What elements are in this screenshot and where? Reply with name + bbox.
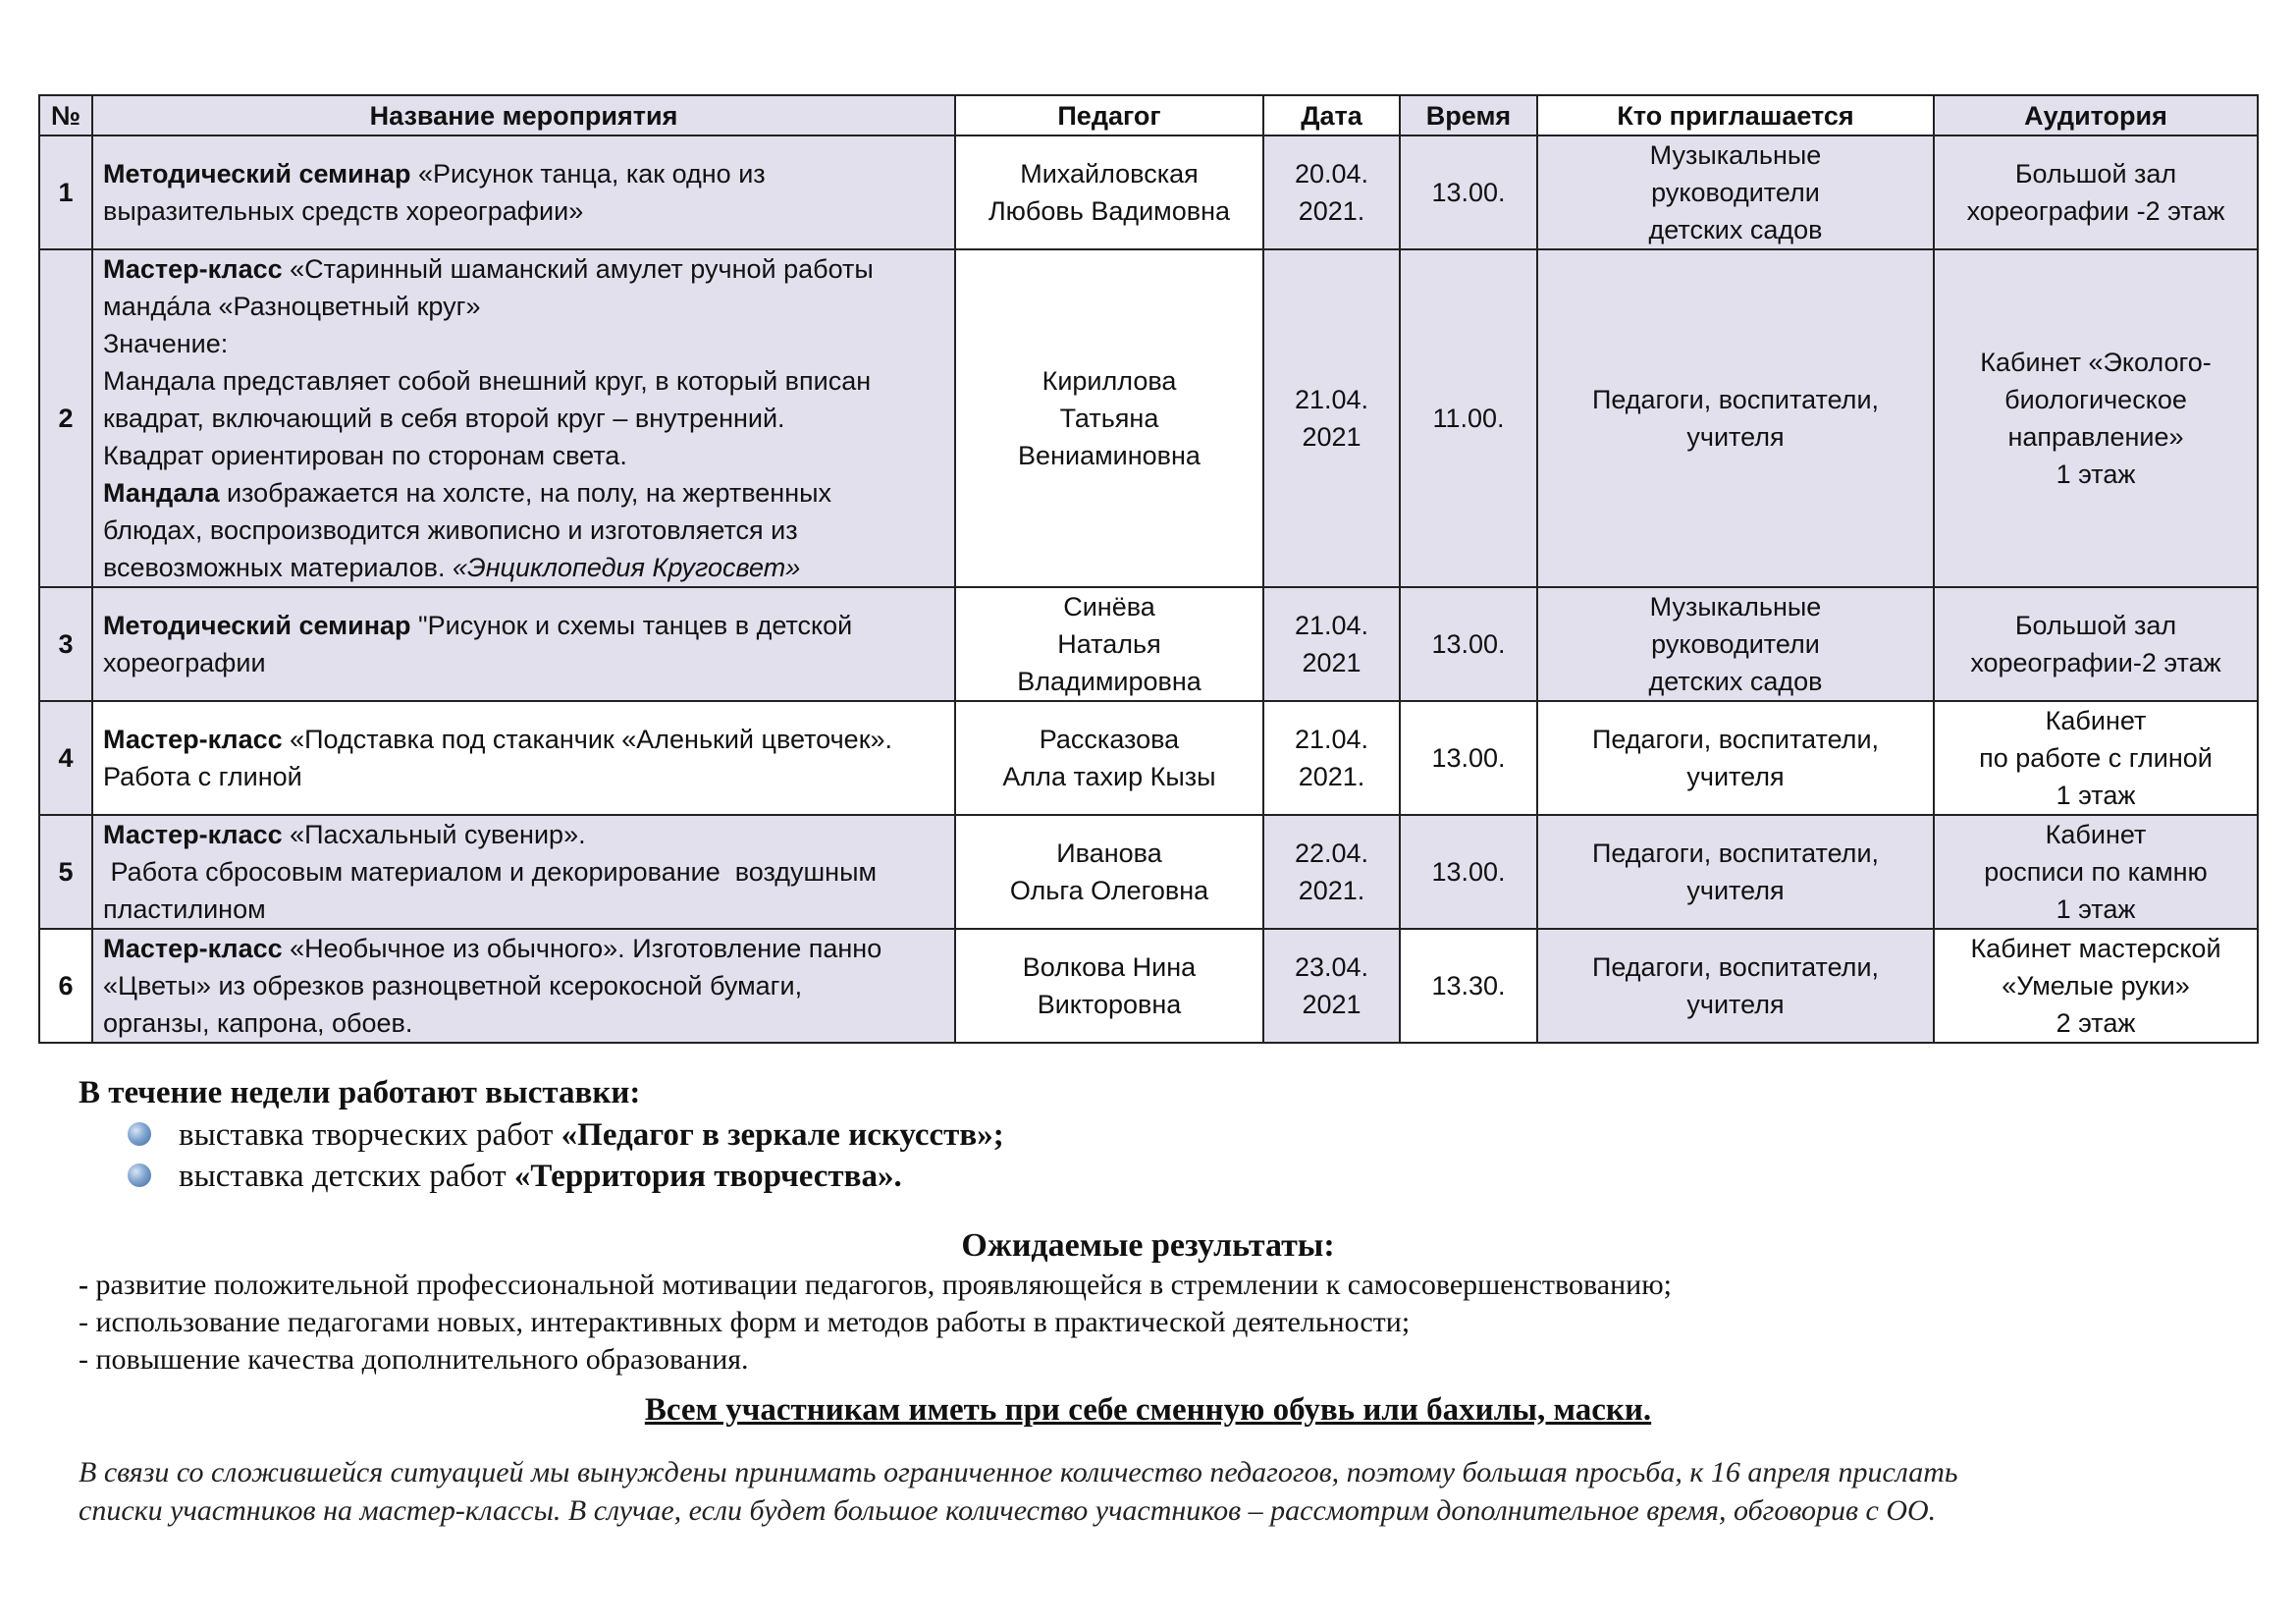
teacher-line: Кириллова [1041,366,1177,396]
event-name-line: мандáла «Разноцветный круг» [103,292,481,321]
date-line: 2021 [1302,422,1362,452]
result-text: развитие положительной профессиональной мотивации педагогов, проявляющейся в стремлении к самосовершенствованию; [88,1269,1672,1301]
event-title: «Пасхальный сувенир». [282,820,586,849]
room-cell [1934,135,2258,249]
bullet-icon [128,1163,151,1187]
event-name-cell [92,701,955,815]
room-line: Кабинет «Эколого- [1980,348,2212,377]
exhibition-name: «Территория творчества». [513,1159,902,1194]
event-description: изображается на холсте, на полу, на жертвенных [219,478,832,508]
event-type: Мастер-класс [103,254,283,284]
room-line: Большой зал [2014,159,2177,189]
table-row [39,815,2258,929]
event-name-line: Работа с глиной [103,762,302,791]
teacher-line: Иванова [1056,839,1162,868]
invited-line: учителя [1686,762,1785,791]
event-type: Мастер-класс [103,934,283,963]
row-number: 4 [39,701,92,815]
event-name-cell [92,135,955,249]
teacher-line: Любовь Вадимовна [988,196,1231,226]
date-line: 20.04. [1294,159,1369,189]
header-num: № [39,95,92,135]
header-teacher: Педагог [955,95,1263,135]
date-line: 2021 [1302,990,1362,1019]
room-line: 1 этаж [2056,894,2136,924]
room-cell [1934,929,2258,1043]
row-number: 5 [39,815,92,929]
schedule-table [38,94,2259,1044]
results-title: Ожидаемые результаты: [961,1227,1335,1264]
room-cell [1934,249,2258,587]
invited-line: Педагоги, воспитатели, [1591,952,1880,982]
event-name-cell [92,249,955,587]
teacher-cell [955,815,1263,929]
room-line: 2 этаж [2056,1008,2136,1038]
table-header-row [39,95,2258,135]
invited-line: детских садов [1648,215,1823,244]
event-title: «Старинный шаманский амулет ручной работы [282,254,874,284]
teacher-line: Татьяна [1059,404,1159,433]
event-name-cell [92,587,955,701]
row-number: 3 [39,587,92,701]
date-cell [1263,587,1400,701]
footnote [79,1453,2238,1530]
invited-line: Педагоги, воспитатели, [1591,385,1880,414]
event-name-line [103,155,944,192]
table-row [39,701,2258,815]
event-name-line: Работа сбросовым материалом и декорирование воздушным [103,857,878,887]
room-line: хореографии-2 этаж [1970,648,2221,677]
event-title: «Рисунок танца, как одно из [410,159,766,189]
event-name-line [103,474,944,512]
row-number: 2 [39,249,92,587]
event-name-line: квадрат, включающий в себя второй круг – внутренний. [103,404,785,433]
event-name-line: Мандала представляет собой внешний круг, в который вписан [103,366,872,396]
result-line [79,1304,1672,1341]
invited-cell [1537,701,1934,815]
time-cell: 13.00. [1400,701,1537,815]
time-cell: 13.00. [1400,135,1537,249]
result-line [79,1341,1672,1379]
event-name-line: выразительных средств хореографии» [103,196,584,226]
footnote-line: списки участников на мастер-классы. В случае, если будет большое количество участников – рассмотрим дополнительное время, обговорив с ОО. [79,1494,1937,1527]
event-name-line [103,607,944,644]
header-room: Аудитория [1934,95,2258,135]
time-cell: 13.00. [1400,587,1537,701]
invited-line: учителя [1686,990,1785,1019]
date-cell [1263,701,1400,815]
invited-cell [1537,587,1934,701]
date-line: 21.04. [1294,725,1369,754]
teacher-line: Волкова Нина [1022,952,1197,982]
event-name-line: хореографии [103,648,266,677]
event-name-cell [92,929,955,1043]
event-name-line [103,930,944,967]
invited-line: руководители [1651,178,1820,207]
teacher-cell [955,135,1263,249]
room-line: Большой зал [2014,611,2177,640]
date-line: 22.04. [1294,839,1369,868]
date-line: 2021. [1298,196,1365,226]
event-type: Методический семинар [103,159,411,189]
event-name-line: пластилином [103,894,266,924]
header-date: Дата [1263,95,1400,135]
event-title: «Подставка под стаканчик «Аленький цветочек». [282,725,893,754]
invited-line: учителя [1686,422,1785,452]
room-line: по работе с глиной [1979,743,2213,773]
event-term: Мандала [103,478,220,508]
room-line: хореографии -2 этаж [1966,196,2225,226]
event-name-line [103,250,944,288]
table-row [39,135,2258,249]
result-text: - повышение качества дополнительного образования. [79,1343,749,1376]
participants-notice: Всем участникам иметь при себе сменную обувь или бахилы, маски. [644,1392,1652,1428]
table-row [39,587,2258,701]
results-list [79,1267,1672,1379]
date-line: 21.04. [1294,611,1369,640]
event-name-line: Квадрат ориентирован по сторонам света. [103,441,627,470]
table-row [39,929,2258,1043]
result-dash: - [79,1269,88,1301]
time-cell: 13.00. [1400,815,1537,929]
footnote-line: В связи со сложившейся ситуацией мы вынуждены принимать ограниченное количество педагогов, поэтому большая просьба, к 16 апреля прислать [79,1456,1958,1488]
teacher-line: Викторовна [1037,990,1182,1019]
invited-line: Педагоги, воспитатели, [1591,725,1880,754]
header-time: Время [1400,95,1537,135]
room-line: росписи по камню [1984,857,2208,887]
invited-cell [1537,815,1934,929]
event-name-line: Значение: [103,329,229,358]
event-name-line: «Цветы» из обрезков разноцветной ксерокосной бумаги, [103,971,803,1001]
invited-line: руководители [1651,629,1820,659]
room-line: 1 этаж [2056,781,2136,810]
event-description: всевозможных материалов. [103,553,453,582]
teacher-cell [955,701,1263,815]
date-line: 2021 [1302,648,1362,677]
exhibition-text: выставка детских работ [179,1159,514,1194]
invited-line: Музыкальные [1649,592,1822,622]
header-event-name: Название мероприятия [92,95,955,135]
invited-line: Педагоги, воспитатели, [1591,839,1880,868]
event-title: "Рисунок и схемы танцев в детской [410,611,853,640]
date-cell [1263,929,1400,1043]
time-cell: 11.00. [1400,249,1537,587]
invited-cell [1537,249,1934,587]
room-line: направление» [2007,422,2184,452]
invited-line: детских садов [1648,667,1823,696]
list-item [128,1114,1004,1156]
date-line: 2021. [1298,762,1365,791]
event-title: «Необычное из обычного». Изготовление панно [282,934,882,963]
room-cell [1934,815,2258,929]
date-line: 21.04. [1294,385,1369,414]
invited-cell [1537,135,1934,249]
event-name-line: органзы, капрона, обоев. [103,1008,413,1038]
event-source: «Энциклопедия Кругосвет» [452,553,801,582]
invited-line: учителя [1686,876,1785,905]
row-number: 1 [39,135,92,249]
room-line: Кабинет мастерской [1970,934,2221,963]
invited-cell [1537,929,1934,1043]
room-line: Кабинет [2045,706,2147,735]
teacher-line: Владимировна [1017,667,1201,696]
date-cell [1263,135,1400,249]
room-line: Кабинет [2045,820,2147,849]
teacher-cell [955,929,1263,1043]
header-invited: Кто приглашается [1537,95,1934,135]
room-cell [1934,701,2258,815]
teacher-line: Алла тахир Кызы [1002,762,1216,791]
event-name-cell [92,815,955,929]
result-line [79,1267,1672,1304]
date-line: 2021. [1298,876,1365,905]
room-cell [1934,587,2258,701]
invited-line: Музыкальные [1649,140,1822,170]
event-name-line [103,549,944,586]
event-type: Мастер-класс [103,820,283,849]
event-type: Методический семинар [103,611,411,640]
room-line: 1 этаж [2056,460,2136,489]
result-text: - использование педагогами новых, интерактивных форм и методов работы в практической деятельности; [79,1306,1411,1338]
date-cell [1263,249,1400,587]
row-number: 6 [39,929,92,1043]
room-line: биологическое [2004,385,2187,414]
table-row [39,249,2258,587]
teacher-line: Синёва [1063,592,1155,622]
teacher-line: Наталья [1057,629,1161,659]
teacher-line: Вениаминовна [1018,441,1201,470]
bullet-icon [128,1122,151,1146]
event-name-line [103,816,944,853]
event-name-line [103,721,944,758]
exhibition-name: «Педагог в зеркале искусств»; [561,1117,1004,1153]
room-line: «Умелые руки» [2002,971,2190,1001]
list-item [128,1156,1004,1197]
event-name-line: блюдах, воспроизводится живописно и изготовляется из [103,515,798,545]
teacher-line: Михайловская [1020,159,1199,189]
exhibition-text: выставка творческих работ [179,1117,561,1153]
exhibitions-list [128,1114,1004,1197]
teacher-cell [955,249,1263,587]
event-type: Мастер-класс [103,725,283,754]
time-cell: 13.30. [1400,929,1537,1043]
teacher-cell [955,587,1263,701]
date-cell [1263,815,1400,929]
exhibitions-title: В течение недели работают выставки: [79,1075,641,1110]
teacher-line: Рассказова [1039,725,1180,754]
teacher-line: Ольга Олеговна [1009,876,1209,905]
date-line: 23.04. [1294,952,1369,982]
